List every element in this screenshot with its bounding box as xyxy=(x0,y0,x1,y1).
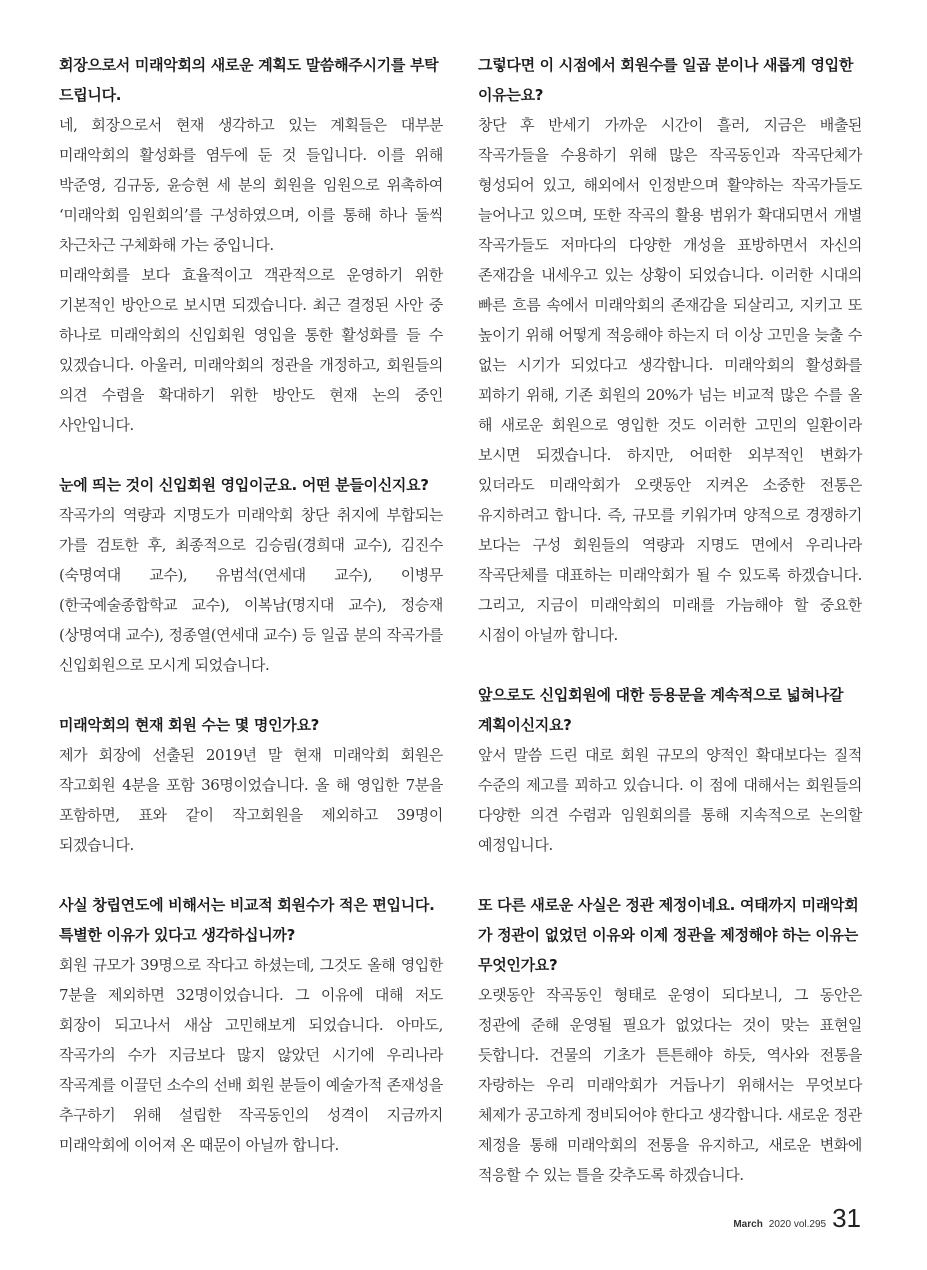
qa-block xyxy=(59,710,443,860)
qa-block xyxy=(478,890,862,1190)
qa-block xyxy=(59,50,443,440)
answer-paragraph: 창단 후 반세기 가까운 시간이 흘러, 지금은 배출된 작곡가들을 수용하기 위해 많은 작곡동인과 작곡단체가 형성되어 있고, 해외에서 인정받으며 활약하는 작곡가들도 늘어나고 있으며, 또한 작곡의 활용 범위가 확대되면서 개별 작곡가들도 저마다의 다양한 개성을 표방하면서 자신의 존재감을 내세우고 있는 상황이 되었습니다. 이러한 시대의 빠른 흐름 속에서 미래악회의 존재감을 되살리고, 지키고 또 높이기 위해 어떻게 적응해야 하는지 더 이상 고민을 늦출 수 없는 시기가 되었다고 생각합니다. 미래악회의 활성화를 꾀하기 위해, 기존 회원의 20%가 넘는 비교적 많은 수를 올 해 새로운 회원으로 영입한 것도 이러한 고민의 일환이라 보시면 되겠습니다. 하지만, 어떠한 외부적인 변화가 있더라도 미래악회가 오랫동안 지켜온 소중한 전통은 유지하려고 합니다. 즉, 규모를 키워가며 양적으로 경쟁하기 보다는 구성 회원들의 역량과 지명도 면에서 우리나라 작곡단체를 대표하는 미래악회가 될 수 있도록 하겠습니다. 그리고, 지금이 미래악회의 미래를 가늠해야 할 중요한 시점이 아닐까 합니다. xyxy=(478,116,862,644)
answer-paragraph: 회원 규모가 39명으로 작다고 하셨는데, 그것도 올해 영입한 7분을 제외하면 32명이었습니다. 그 이유에 대해 저도 회장이 되고나서 새삼 고민해보게 되었습니다. 아마도, 작곡가의 수가 지금보다 많지 않았던 시기에 우리나라 작곡계를 이끌던 소수의 선배 회원 분들이 예술가적 존재성을 추구하기 위해 설립한 작곡동인의 성격이 지금까지 미래악회에 이어져 온 때문이 아닐까 합니다. xyxy=(59,956,443,1154)
question-heading: 그렇다면 이 시점에서 회원수를 일곱 분이나 새롭게 영입한 이유는요? xyxy=(478,56,854,104)
question-heading: 미래악회의 현재 회원 수는 몇 명인가요? xyxy=(59,716,320,734)
right-column xyxy=(478,50,862,1220)
left-column xyxy=(59,50,443,1190)
qa-block xyxy=(478,680,862,860)
qa-block xyxy=(59,470,443,680)
qa-block xyxy=(59,890,443,1160)
question-heading: 회장으로서 미래악회의 새로운 계획도 말씀해주시기를 부탁드립니다. xyxy=(59,56,439,104)
footer-issue: 2020 vol.295 xyxy=(768,1219,827,1230)
page-number: 31 xyxy=(832,1203,861,1233)
footer-month: March xyxy=(733,1219,763,1230)
answer-paragraph: 작곡가의 역량과 지명도가 미래악회 창단 취지에 부합되는 가를 검토한 후, 최종적으로 김승림(경희대 교수), 김진수(숙명여대 교수), 유범석(연세대 교수), 이병무(한국예술종합학교 교수), 이복남(명지대 교수), 정승재(상명여대 교수), 정종열(연세대 교수) 등 일곱 분의 작곡가를 신입회원으로 모시게 되었습니다. xyxy=(59,506,443,674)
question-heading: 눈에 띄는 것이 신입회원 영입이군요. 어떤 분들이신지요? xyxy=(59,476,429,494)
answer-paragraph: 앞서 말씀 드린 대로 회원 규모의 양적인 확대보다는 질적 수준의 제고를 꾀하고 있습니다. 이 점에 대해서는 회원들의 다양한 의견 수렴과 임원회의를 통해 지속적으로 논의할 예정입니다. xyxy=(478,746,862,854)
answer-paragraph: 오랫동안 작곡동인 형태로 운영이 되다보니, 그 동안은 정관에 준해 운영될 필요가 없었다는 것이 맞는 표현일 듯합니다. 건물의 기초가 튼튼해야 하듯, 역사와 전통을 자랑하는 우리 미래악회가 거듭나기 위해서는 무엇보다 체제가 공고하게 정비되어야 한다고 생각합니다. 새로운 정관 제정을 통해 미래악회의 전통을 유지하고, 새로운 변화에 적응할 수 있는 틀을 갖추도록 하겠습니다. xyxy=(478,986,862,1184)
page-footer xyxy=(733,1203,861,1234)
qa-block xyxy=(478,50,862,650)
question-heading: 또 다른 새로운 사실은 정관 제정이네요. 여태까지 미래악회가 정관이 없었던 이유와 이제 정관을 제정해야 하는 이유는 무엇인가요? xyxy=(478,896,859,974)
question-heading: 사실 창립연도에 비해서는 비교적 회원수가 적은 편입니다. 특별한 이유가 있다고 생각하십니까? xyxy=(59,896,435,944)
answer-paragraph: 제가 회장에 선출된 2019년 말 현재 미래악회 회원은 작고회원 4분을 포함 36명이었습니다. 올 해 영입한 7분을 포함하면, 표와 같이 작고회원을 제외하고 39명이 되겠습니다. xyxy=(59,746,443,854)
answer-paragraph: 네, 회장으로서 현재 생각하고 있는 계획들은 대부분 미래악회의 활성화를 염두에 둔 것 들입니다. 이를 위해 박준영, 김규동, 윤승현 세 분의 회원을 임원으로 위촉하여 ‘미래악회 임원회의’를 구성하였으며, 이를 통해 하나 둘씩 차근차근 구체화해 가는 중입니다. xyxy=(59,116,443,254)
question-heading: 앞으로도 신입회원에 대한 등용문을 계속적으로 넓혀나갈 계획이신지요? xyxy=(478,686,844,734)
answer-paragraph: 미래악회를 보다 효율적이고 객관적으로 운영하기 위한 기본적인 방안으로 보시면 되겠습니다. 최근 결정된 사안 중 하나로 미래악회의 신입회원 영입을 통한 활성화를 들 수 있겠습니다. 아울러, 미래악회의 정관을 개정하고, 회원들의 의견 수렴을 확대하기 위한 방안도 현재 논의 중인 사안입니다. xyxy=(59,266,443,434)
